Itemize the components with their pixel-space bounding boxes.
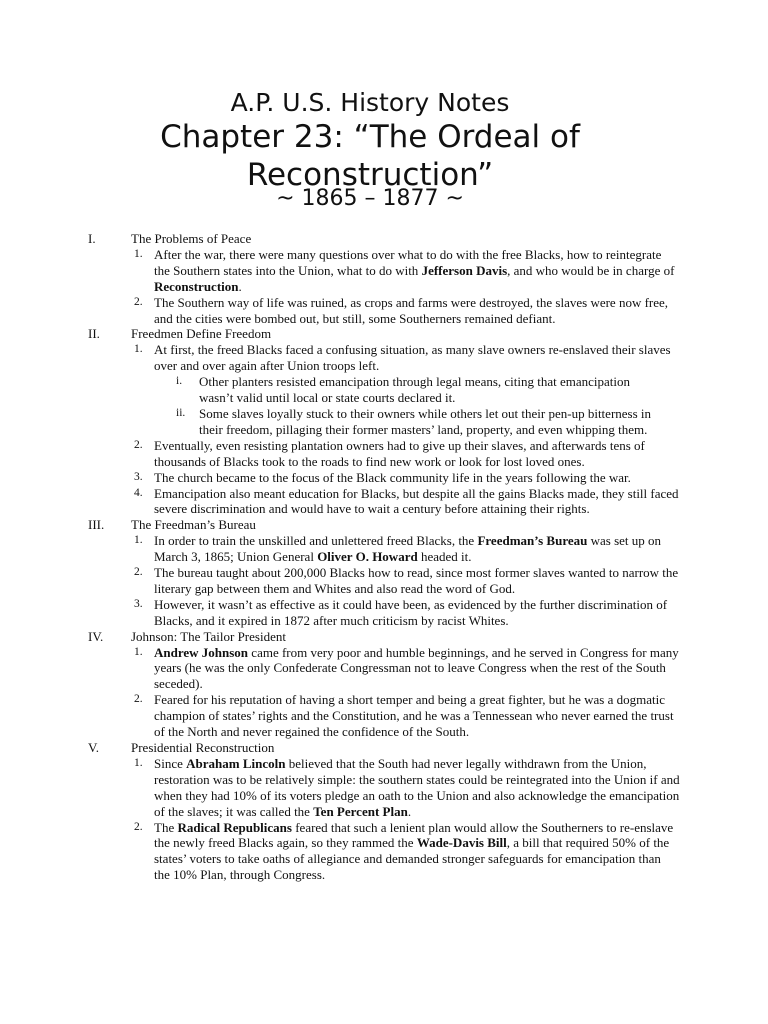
- outline-section: [0, 740, 768, 883]
- text-run: .: [407, 803, 412, 819]
- outline-item: [0, 597, 768, 629]
- text-run: came from very poor and humble beginnings, and he served in Congress for many years (he was the only Confederate Congressman not to leave Congress when the rest of the South seceded).: [154, 644, 679, 692]
- item-text: [154, 692, 680, 740]
- date-range: ~ 1865 – 1877 ~: [276, 186, 464, 211]
- bold-term: Oliver O. Howard: [317, 549, 418, 565]
- item-number: 1.: [134, 645, 143, 658]
- bold-term: Radical Republicans: [177, 819, 292, 835]
- bold-term: Andrew Johnson: [154, 644, 249, 660]
- document-subtitle: A.P. U.S. History Notes: [230, 88, 510, 117]
- item-text: [154, 645, 680, 693]
- section-title: Johnson: The Tailor President: [131, 628, 286, 644]
- outline-section: [0, 517, 768, 628]
- outline-item: [0, 247, 768, 295]
- text-run: Emancipation also meant education for Blacks, but despite all the gains Blacks made, they still faced severe discrimination and would have to wait a century before attaining their rights.: [154, 485, 679, 517]
- item-number: 1.: [134, 534, 143, 547]
- item-number: 1.: [134, 247, 143, 260]
- bold-term: Jefferson Davis: [421, 262, 508, 278]
- item-text: [154, 438, 680, 470]
- outline-section: [0, 231, 768, 326]
- outline-subitem: [0, 406, 768, 438]
- document-title: [0, 118, 740, 194]
- item-number: 2.: [134, 693, 143, 706]
- text-run: The Southern way of life was ruined, as crops and farms were destroyed, the slaves were now free, and the cities were bombed out, but still, some Southerners remained defiant.: [154, 294, 669, 326]
- section-title: The Freedman’s Bureau: [131, 517, 256, 533]
- bold-term: Freedman’s Bureau: [477, 533, 588, 549]
- outline-item: [0, 342, 768, 374]
- outline-item: [0, 756, 768, 820]
- section-title: Presidential Reconstruction: [131, 740, 275, 755]
- text-run: .: [238, 278, 242, 294]
- text-run: The church became to the focus of the Black community life in the years following the war.: [154, 469, 631, 485]
- item-text: [154, 470, 680, 486]
- item-number: 1.: [134, 343, 143, 356]
- text-run: Eventually, even resisting plantation owners had to give up their slaves, and afterwards tens of thousands of Blacks took to the roads to find new work or look for lost loved ones.: [154, 437, 645, 469]
- item-text: [154, 533, 680, 565]
- item-number: 3.: [134, 597, 143, 610]
- text-run: At first, the freed Blacks faced a confusing situation, as many slave owners re-enslaved their slaves over and over again after Union troops left.: [154, 342, 671, 374]
- item-text: [154, 295, 680, 327]
- outline-item: [0, 438, 768, 470]
- outline-item: [0, 645, 768, 693]
- item-text: [154, 820, 680, 884]
- section-title: Freedmen Define Freedom: [131, 326, 272, 342]
- outline-item: [0, 820, 768, 884]
- outline-item: [0, 470, 768, 486]
- item-number: 2.: [134, 295, 143, 308]
- text-run: was set up on March 3, 1865; Union General: [154, 533, 662, 565]
- text-run: After the war, there were many questions over what to do with the free Blacks, how to reintegrate the Southern states into the Union, what to do with: [154, 246, 662, 278]
- item-text: [154, 486, 680, 518]
- outline-item: [0, 486, 768, 518]
- text-run: Since: [154, 755, 187, 771]
- section-numeral: I.: [88, 231, 96, 246]
- outline-item: [0, 533, 768, 565]
- text-run: , and who would be in charge of: [507, 262, 675, 278]
- outline-item: [0, 692, 768, 740]
- text-run: In order to train the unskilled and unlettered freed Blacks, the: [154, 533, 478, 549]
- text-run: feared that such a lenient plan would allow the Southerners to re-enslave the newly freed Blacks again, so they rammed the: [154, 819, 674, 851]
- subitem-text: [199, 374, 659, 406]
- item-number: 1.: [134, 756, 143, 769]
- outline-subitem: [0, 374, 768, 406]
- title-line-1: Chapter 23: “The Ordeal of: [160, 119, 580, 155]
- section-numeral: II.: [88, 326, 100, 342]
- text-run: headed it.: [417, 549, 472, 565]
- outline-section: [0, 629, 768, 740]
- bold-term: Abraham Lincoln: [186, 755, 286, 771]
- section-title: The Problems of Peace: [131, 231, 252, 246]
- subitem-number: i.: [176, 375, 183, 388]
- bold-term: Wade-Davis Bill: [416, 835, 507, 851]
- outline-section: [0, 326, 768, 517]
- item-number: 2.: [134, 820, 143, 833]
- bold-term: Reconstruction: [154, 278, 239, 294]
- section-numeral: IV.: [88, 628, 104, 644]
- item-number: 2.: [134, 438, 143, 451]
- text-run: , a bill that required 50% of the states’ voters to take oaths of allegiance and demanded stronger safeguards for emancipation than the 10% Plan, through Congress.: [154, 835, 670, 883]
- text-run: The bureau taught about 200,000 Blacks how to read, since most former slaves wanted to narrow the literary gap between them and Whites and also read the word of God.: [154, 565, 679, 596]
- bold-term: Ten Percent Plan: [313, 803, 408, 819]
- subitem-number: ii.: [176, 406, 186, 419]
- item-number: 4.: [134, 486, 143, 499]
- item-number: 2.: [134, 566, 143, 579]
- item-text: [154, 247, 680, 295]
- text-run: The: [154, 819, 178, 835]
- section-numeral: V.: [88, 740, 99, 755]
- text-run: However, it wasn’t as effective as it could have been, as evidenced by the further discrimination of Blacks, and it expired in 1872 after much criticism by racist Whites.: [154, 596, 668, 628]
- subitem-text: [199, 406, 659, 438]
- item-text: [154, 342, 680, 374]
- notes-outline: [0, 231, 768, 883]
- outline-item: [0, 565, 768, 597]
- section-numeral: III.: [88, 517, 105, 533]
- item-number: 3.: [134, 470, 143, 483]
- text-run: Feared for his reputation of having a short temper and being a great fighter, but he was a dogmatic champion of states’ rights and the Constitution, and he was a Tennessean who never earned the trust of the North and never regained the confidence of the South.: [154, 692, 674, 740]
- item-text: [154, 756, 680, 820]
- title-line-2: Reconstruction”: [246, 157, 494, 193]
- outline-item: [0, 295, 768, 327]
- text-run: believed that the South had never legally withdrawn from the Union, restoration was to be relatively simple: the southern states could be reintegrated into the Union if and when they had 10% of its voters pledge an oath to the Union and also acknowledge the emancipation of the slaves; it was called the: [154, 755, 680, 819]
- text-run: Some slaves loyally stuck to their owners while others let out their pen-up bitterness in their freedom, pillaging their former masters’ land, property, and even whipping them.: [199, 405, 652, 437]
- item-text: [154, 565, 680, 597]
- item-text: [154, 597, 680, 629]
- text-run: Other planters resisted emancipation through legal means, citing that emancipation wasn’t valid until local or state courts declared it.: [199, 374, 631, 406]
